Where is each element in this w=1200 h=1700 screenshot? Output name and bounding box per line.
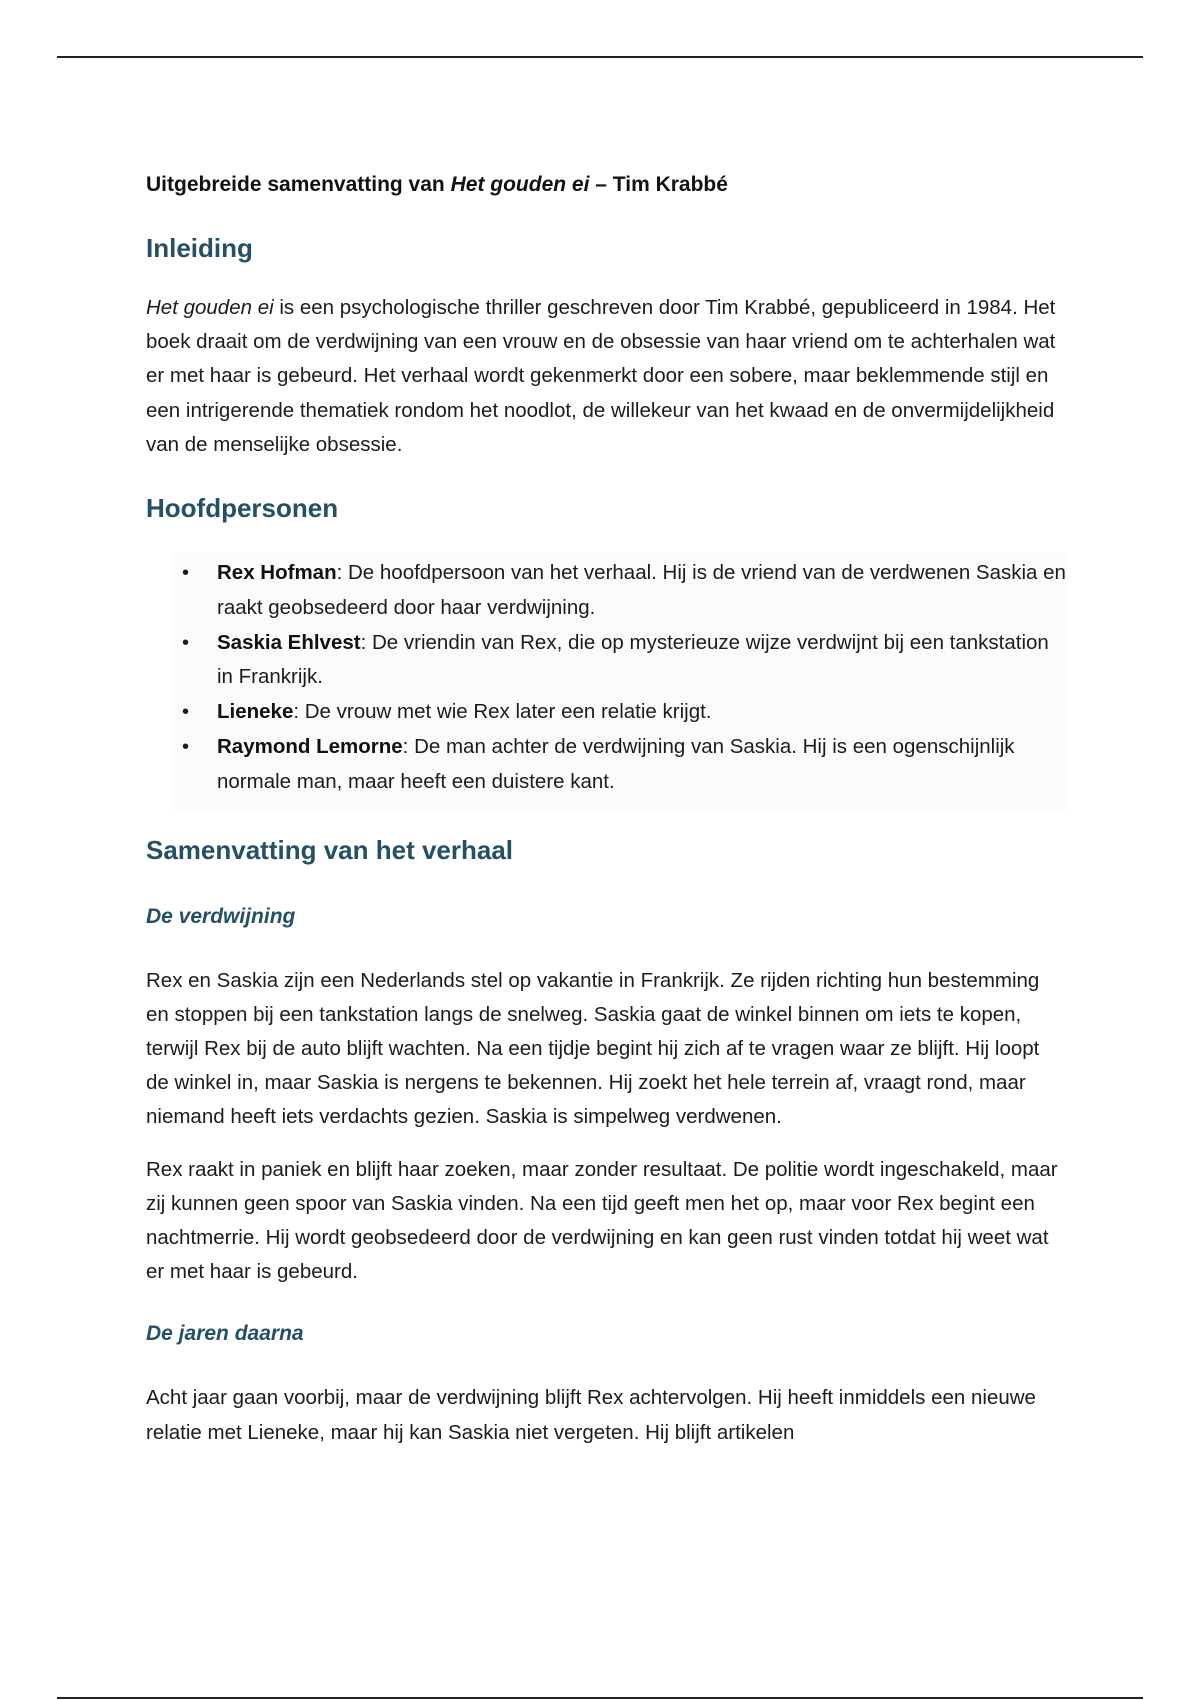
- jaren-paragraph: Acht jaar gaan voorbij, maar de verdwijning blijft Rex achtervolgen. Hij heeft inmiddels een nieuwe relatie met Lieneke, maar hij kan Saskia niet vergeten. Hij blijft artikelen: [146, 1386, 1036, 1444]
- bullet-icon: •: [182, 562, 190, 585]
- footer-rule: [57, 1697, 1143, 1699]
- heading-samenvatting: Samenvatting van het verhaal: [146, 834, 514, 865]
- bullet-icon: •: [182, 701, 190, 724]
- character-name: Rex Hofman: [217, 561, 337, 585]
- character-list: [172, 552, 1066, 810]
- document-body: [146, 168, 1066, 1450]
- list-item: [172, 626, 1066, 696]
- heading-hoofdpersonen: Hoofdpersonen: [146, 493, 339, 524]
- character-description: : De vrouw met wie Rex later een relatie krijgt.: [293, 700, 712, 724]
- document-title: Uitgebreide samenvatting van Het gouden ei – Tim Krabbé: [146, 173, 728, 196]
- character-name: Saskia Ehlvest: [217, 630, 361, 654]
- character-description: : De man achter de verdwijning van Saskia. Hij is een ogenschijnlijk normale man, maar heeft een duistere kant.: [217, 735, 1015, 793]
- subheading-verdwijning: De verdwijning: [146, 904, 296, 928]
- verdwijning-paragraph-1: Rex en Saskia zijn een Nederlands stel op vakantie in Frankrijk. Ze rijden richting hun bestemming en stoppen bij een tankstation langs de snelweg. Saskia gaat de winkel binnen om iets te kopen, terwijl Rex bij de auto blijft wachten. Na een tijdje begint hij zich af te vragen waar ze blijft. Hij loopt de winkel in, maar Saskia is nergens te bekennen. Hij zoekt het hele terrein af, vraagt rond, maar niemand heeft iets verdachts gezien. Saskia is simpelweg verdwenen.: [146, 968, 1040, 1129]
- heading-inleiding: Inleiding: [146, 233, 253, 263]
- list-item: [172, 556, 1066, 626]
- character-name: Raymond Lemorne: [217, 735, 403, 758]
- character-description: : De vriendin van Rex, die op mysterieuze wijze verdwijnt bij een tankstation in Frankrijk.: [217, 630, 1049, 689]
- subheading-jaren-daarna: De jaren daarna: [146, 1322, 304, 1346]
- list-item: [172, 730, 1066, 800]
- list-item: [172, 695, 1066, 730]
- inleiding-paragraph: Het gouden ei is een psychologische thriller geschreven door Tim Krabbé, gepubliceerd in 1984. Het boek draait om de verdwijning van een vrouw en de obsessie van haar vriend om te achterhalen wat er met haar is gebeurd. Het verhaal wordt gekenmerkt door een sobere, maar beklemmende stijl en een intrigerende thematiek rondom het noodlot, de willekeur van het kwaad en de onvermijdelijkheid van de menselijke obsessie.: [146, 296, 1056, 456]
- character-description: : De hoofdpersoon van het verhaal. Hij is de vriend van de verdwenen Saskia en raakt geobsedeerd door haar verdwijning.: [217, 561, 1066, 619]
- header-rule: [57, 56, 1143, 58]
- character-name: Lieneke: [217, 700, 294, 724]
- verdwijning-paragraph-2: Rex raakt in paniek en blijft haar zoeken, maar zonder resultaat. De politie wordt ingeschakeld, maar zij kunnen geen spoor van Saskia vinden. Na een tijd geeft men het op, maar voor Rex begint een nachtmerrie. Hij wordt geobsedeerd door de verdwijning en kan geen rust vinden totdat hij weet wat er met haar is gebeurd.: [146, 1157, 1058, 1284]
- bullet-icon: •: [182, 631, 190, 654]
- bullet-icon: •: [182, 736, 190, 758]
